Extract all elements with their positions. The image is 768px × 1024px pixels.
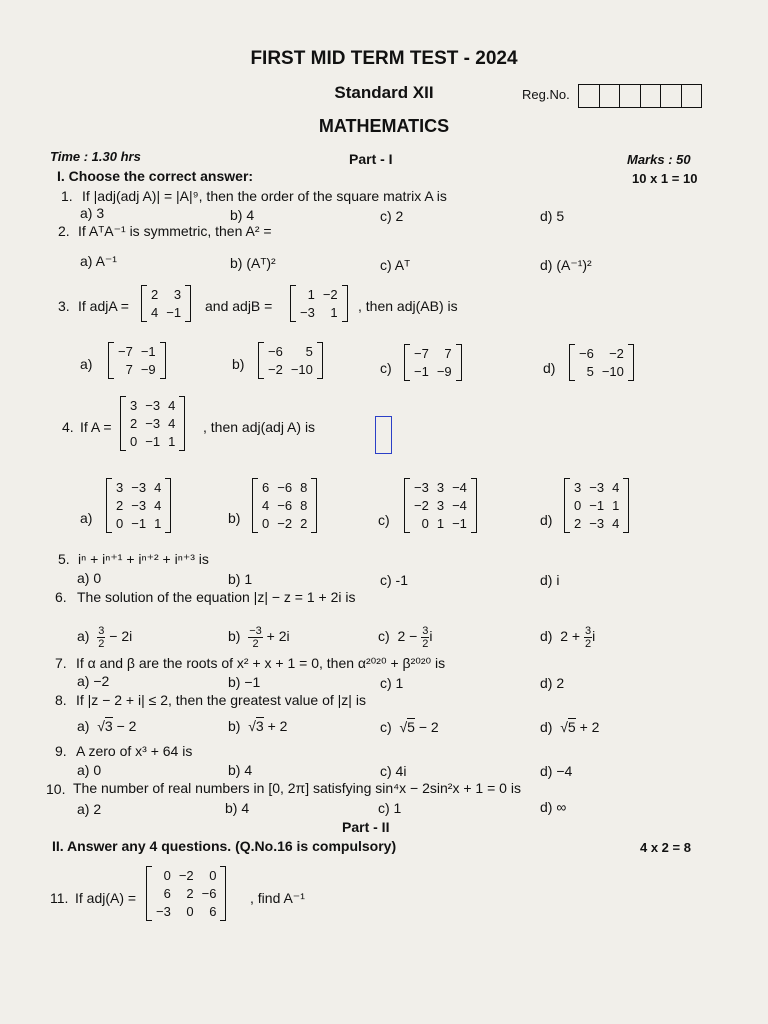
- q7-option-a: a) −2: [77, 673, 110, 689]
- q3-label-c: c): [380, 360, 392, 376]
- q3-option-c-brackets: [404, 344, 462, 381]
- question-2-number: 2.: [58, 223, 70, 239]
- matrix-cell: −3: [589, 516, 605, 531]
- right-bracket: [342, 285, 348, 322]
- matrix-cell: −3: [589, 480, 605, 495]
- matrix-cell: 2: [186, 886, 194, 901]
- matrix-cells: [114, 342, 160, 379]
- q8-label-a: a): [77, 718, 90, 734]
- matrix-cell: 0: [163, 868, 171, 883]
- q4-matrix-A-brackets: [120, 396, 185, 451]
- right-bracket: [471, 478, 477, 533]
- matrix-cell: −1: [414, 364, 429, 379]
- q6-label-a: a): [77, 628, 90, 645]
- q10-option-c: c) 1: [378, 800, 402, 816]
- right-bracket: [623, 478, 629, 533]
- right-bracket: [311, 478, 317, 533]
- q4-option-d-brackets: [564, 478, 629, 533]
- question-1-number: 1.: [61, 188, 73, 204]
- q7-option-d: d) 2: [540, 675, 565, 691]
- matrix-cell: 4: [151, 305, 159, 320]
- q1-option-c: c) 2: [380, 208, 404, 224]
- q10-option-b: b) 4: [225, 800, 250, 816]
- question-5-text: iⁿ + iⁿ⁺¹ + iⁿ⁺² + iⁿ⁺³ is: [78, 551, 209, 567]
- matrix-cell: −1: [589, 498, 605, 513]
- right-bracket: [165, 478, 171, 533]
- q8-a-radicand: 3: [104, 718, 113, 734]
- right-bracket: [628, 344, 634, 381]
- matrix-cells: [147, 285, 185, 322]
- right-bracket: [317, 342, 323, 379]
- q4-label-d: d): [540, 512, 553, 528]
- matrix-cell: 0: [130, 434, 138, 449]
- subject-title: MATHEMATICS: [318, 116, 450, 136]
- q7-option-b: b) −1: [228, 674, 261, 690]
- q5-option-b: b) 1: [228, 571, 253, 587]
- q8-option-d: d) √5 + 2: [540, 719, 600, 735]
- q2-option-b: b) (Aᵀ)²: [230, 255, 276, 271]
- question-8-text: If |z − 2 + i| ≤ 2, then the greatest value of |z| is: [76, 692, 366, 708]
- highlight-box: [375, 416, 392, 454]
- q6-d-den: 2: [584, 638, 592, 650]
- q4-option-a-brackets: [106, 478, 171, 533]
- matrix-cells: [112, 478, 165, 533]
- q8-label-b: b): [228, 718, 241, 734]
- matrix-cell: −1: [166, 305, 182, 320]
- matrix-cell: 4: [154, 480, 162, 495]
- matrix-cell: 3: [116, 480, 124, 495]
- q6-option-b: [228, 625, 290, 650]
- q3-matrix-adjA: [141, 285, 191, 322]
- matrix-cell: −1: [452, 516, 467, 531]
- question-5-number: 5.: [58, 551, 70, 567]
- matrix-cell: 0: [116, 516, 124, 531]
- q6-label-d: d): [540, 628, 553, 645]
- q4-option-b-brackets: [252, 478, 317, 533]
- question-1-text: If |adj(adj A)| = |A|⁹, then the order of the square matrix A is: [82, 188, 447, 204]
- q4-option-c: [404, 478, 477, 533]
- q4-matrix-A: [120, 396, 185, 451]
- q10-option-a: a) 2: [77, 801, 102, 817]
- matrix-cell: −3: [131, 498, 147, 513]
- q6-a-num: 3: [98, 625, 105, 637]
- right-bracket: [160, 342, 166, 379]
- matrix-cells: [570, 478, 623, 533]
- q3-option-d: [569, 344, 634, 381]
- part2-heading: II. Answer any 4 questions. (Q.No.16 is compulsory): [52, 838, 397, 854]
- q6-a-fraction: [97, 625, 105, 650]
- q11-pre: If adj(A) =: [75, 890, 137, 906]
- q8-label-d: d): [540, 719, 553, 735]
- matrix-cells: [258, 478, 311, 533]
- q11-matrix-brackets: [146, 866, 226, 921]
- matrix-cell: −3: [414, 480, 429, 495]
- matrix-cell: 6: [163, 886, 171, 901]
- matrix-cell: −4: [452, 498, 467, 513]
- matrix-cell: −7: [118, 344, 133, 359]
- matrix-cell: −2: [414, 498, 429, 513]
- q3-option-a-brackets: [108, 342, 166, 379]
- matrix-cell: 1: [168, 434, 176, 449]
- q3-matrix-adjB: [290, 285, 348, 322]
- question-6-text: The solution of the equation |z| − z = 1 + 2i is: [77, 589, 356, 605]
- part1-label: Part - I: [349, 151, 393, 167]
- q6-b-fraction: [248, 625, 263, 650]
- q3-option-b: [258, 342, 323, 379]
- question-9-number: 9.: [55, 743, 67, 759]
- matrix-cells: [264, 342, 317, 379]
- q8-option-a: a) √3 − 2: [77, 718, 137, 734]
- q8-option-c: c) √5 − 2: [380, 719, 439, 735]
- matrix-cell: −4: [452, 480, 467, 495]
- matrix-cell: 3: [436, 480, 445, 495]
- matrix-cell: 2: [300, 516, 308, 531]
- q4-label-c: c): [378, 512, 390, 528]
- matrix-cell: −2: [277, 516, 293, 531]
- matrix-cell: 4: [168, 398, 176, 413]
- matrix-cell: 4: [168, 416, 176, 431]
- matrix-cell: 0: [574, 498, 582, 513]
- question-2-text: If AᵀA⁻¹ is symmetric, then A² =: [78, 223, 272, 239]
- reg-no-label: Reg.No.: [522, 87, 570, 102]
- q8-c-radicand: 5: [407, 719, 415, 735]
- q2-option-d: d) (A⁻¹)²: [540, 257, 592, 273]
- matrix-cell: 4: [612, 480, 620, 495]
- question-6-number: 6.: [55, 589, 67, 605]
- matrix-cell: −3: [145, 398, 161, 413]
- matrix-cell: 0: [186, 904, 194, 919]
- matrix-cells: [575, 344, 628, 381]
- matrix-cell: −1: [131, 516, 147, 531]
- matrix-cell: 8: [300, 480, 308, 495]
- q4-label-a: a): [80, 510, 93, 526]
- matrix-cell: 7: [444, 346, 452, 361]
- q3-option-d-brackets: [569, 344, 634, 381]
- q6-b-num: −3: [249, 625, 262, 637]
- matrix-cell: 2: [574, 516, 582, 531]
- matrix-cell: −10: [601, 364, 624, 379]
- q3-post: , then adj(AB) is: [358, 298, 458, 314]
- q4-pre: If A =: [80, 419, 112, 435]
- q10-option-d: d) ∞: [540, 799, 567, 815]
- matrix-cell: 1: [436, 516, 445, 531]
- q9-option-a: a) 0: [77, 762, 102, 778]
- q1-option-b: b) 4: [230, 207, 255, 223]
- matrix-cell: 0: [209, 868, 217, 883]
- q11-matrix: [146, 866, 226, 921]
- matrix-cell: 6: [262, 480, 270, 495]
- matrix-cell: 2: [116, 498, 124, 513]
- question-4-number: 4.: [62, 419, 74, 435]
- q6-option-c: [378, 625, 432, 650]
- standard-label: Standard XII: [334, 83, 434, 102]
- question-10-text: The number of real numbers in [0, 2π] satisfying sin⁴x − 2sin²x + 1 = 0 is: [73, 780, 521, 796]
- matrix-cell: −1: [145, 434, 161, 449]
- q1-option-a: a) 3: [80, 205, 105, 221]
- q4-label-b: b): [228, 510, 241, 526]
- question-7-number: 7.: [55, 655, 67, 671]
- matrix-cell: 2: [151, 287, 159, 302]
- matrix-cell: −9: [436, 364, 452, 379]
- q8-label-c: c): [380, 719, 392, 735]
- q6-c-post: i: [429, 628, 433, 645]
- q3-label-b: b): [232, 356, 245, 372]
- matrix-cell: 5: [586, 364, 594, 379]
- matrix-cell: −6: [579, 346, 594, 361]
- part2-label: Part - II: [342, 819, 390, 835]
- matrix-cell: −2: [268, 362, 283, 377]
- q8-b-radicand: 3: [255, 718, 264, 734]
- q3-option-b-brackets: [258, 342, 323, 379]
- q6-option-a: [77, 625, 132, 650]
- q6-b-den: 2: [252, 638, 259, 650]
- matrix-cell: 3: [574, 480, 582, 495]
- q6-a-post: − 2i: [109, 628, 133, 645]
- right-bracket: [179, 396, 185, 451]
- q6-b-post: + 2i: [266, 628, 290, 645]
- q6-c-num: 3: [422, 625, 429, 637]
- matrix-cell: 1: [154, 516, 162, 531]
- q11-post: , find A⁻¹: [250, 890, 305, 906]
- question-7-text: If α and β are the roots of x² + x + 1 = 0, then α²⁰²⁰ + β²⁰²⁰ is: [76, 655, 446, 671]
- matrix-cell: −9: [140, 362, 156, 377]
- exam-title: FIRST MID TERM TEST - 2024: [250, 48, 518, 69]
- q3-matrix-adjB-brackets: [290, 285, 348, 322]
- matrix-cell: −2: [178, 868, 194, 883]
- section1-heading: I. Choose the correct answer:: [57, 168, 254, 184]
- q3-option-a: [108, 342, 166, 379]
- q8-b-post: + 2: [263, 718, 288, 734]
- q4-option-d: [564, 478, 629, 533]
- time-label: Time : 1.30 hrs: [50, 149, 141, 164]
- q5-option-a: a) 0: [77, 570, 102, 586]
- matrix-cell: 0: [262, 516, 270, 531]
- q5-option-c: c) -1: [380, 572, 408, 588]
- matrix-cell: −3: [300, 305, 315, 320]
- matrix-cell: 8: [300, 498, 308, 513]
- q9-option-b: b) 4: [228, 762, 253, 778]
- matrix-cell: 0: [421, 516, 429, 531]
- q7-option-c: c) 1: [380, 675, 404, 691]
- right-bracket: [456, 344, 462, 381]
- q6-d-num: 3: [584, 625, 592, 637]
- matrix-cell: −6: [268, 344, 283, 359]
- q1-option-d: d) 5: [540, 208, 565, 224]
- question-8-number: 8.: [55, 692, 67, 708]
- matrix-cell: 1: [330, 305, 338, 320]
- q6-c-den: 2: [422, 638, 429, 650]
- q6-a-den: 2: [98, 638, 105, 650]
- matrix-cell: 1: [307, 287, 315, 302]
- q6-label-b: b): [228, 628, 241, 645]
- q3-matrix-adjA-brackets: [141, 285, 191, 322]
- matrix-cells: [126, 396, 179, 451]
- matrix-cells: [296, 285, 342, 322]
- question-11-number: 11.: [50, 890, 69, 906]
- matrix-cell: 5: [305, 344, 313, 359]
- q8-option-b: b) √3 + 2: [228, 718, 288, 734]
- matrix-cell: 4: [154, 498, 162, 513]
- part2-marks: 4 x 2 = 8: [640, 840, 691, 855]
- q6-d-fraction: [584, 625, 592, 650]
- question-10-number: 10.: [46, 781, 66, 797]
- matrix-cell: −3: [156, 904, 171, 919]
- q6-option-d: [540, 625, 595, 650]
- q9-option-d: d) −4: [540, 763, 573, 779]
- matrix-cells: [410, 344, 456, 381]
- q4-post: , then adj(adj A) is: [203, 419, 316, 435]
- q8-c-post: − 2: [414, 719, 439, 735]
- matrix-cell: −2: [322, 287, 338, 302]
- q3-option-c: [404, 344, 462, 381]
- matrix-cell: 3: [130, 398, 138, 413]
- q4-option-c-brackets: [404, 478, 477, 533]
- matrix-cell: 2: [130, 416, 138, 431]
- question-3-number: 3.: [58, 298, 70, 314]
- q2-option-a: a) A⁻¹: [80, 253, 117, 269]
- marks-label: Marks : 50: [627, 152, 691, 167]
- reg-no-boxes: [578, 84, 702, 108]
- matrix-cell: −6: [277, 480, 293, 495]
- q6-c-pre: 2 −: [397, 628, 418, 645]
- right-bracket: [185, 285, 191, 322]
- q8-d-radicand: 5: [567, 719, 576, 735]
- q6-label-c: c): [378, 628, 390, 645]
- matrix-cell: 1: [612, 498, 620, 513]
- matrix-cell: −6: [201, 886, 217, 901]
- right-bracket: [220, 866, 226, 921]
- question-9-text: A zero of x³ + 64 is: [76, 743, 193, 759]
- q9-option-c: c) 4i: [380, 763, 407, 779]
- matrix-cell: 3: [173, 287, 182, 302]
- q6-d-post: i: [592, 628, 596, 645]
- matrix-cell: −6: [277, 498, 293, 513]
- matrix-cell: −2: [609, 346, 624, 361]
- matrix-cells: [152, 866, 220, 921]
- matrix-cell: 7: [125, 362, 133, 377]
- q5-option-d: d) i: [540, 572, 560, 588]
- q4-option-b: [252, 478, 317, 533]
- matrix-cells: [410, 478, 471, 533]
- q6-d-pre: 2 +: [560, 628, 581, 645]
- q3-mid: and adjB =: [205, 298, 273, 314]
- part1-marks: 10 x 1 = 10: [632, 171, 698, 186]
- matrix-cell: 4: [262, 498, 270, 513]
- q3-label-d: d): [543, 360, 556, 376]
- matrix-cell: −1: [140, 344, 156, 359]
- matrix-cell: −3: [131, 480, 147, 495]
- q2-option-c: c) Aᵀ: [380, 257, 411, 273]
- matrix-cell: −10: [290, 362, 313, 377]
- q8-d-post: + 2: [575, 719, 600, 735]
- matrix-cell: −7: [414, 346, 429, 361]
- matrix-cell: −3: [145, 416, 161, 431]
- q3-pre: If adjA =: [78, 298, 129, 314]
- q4-option-a: [106, 478, 171, 533]
- matrix-cell: 6: [209, 904, 217, 919]
- matrix-cell: 3: [436, 498, 445, 513]
- matrix-cell: 4: [612, 516, 620, 531]
- q8-a-post: − 2: [112, 718, 137, 734]
- q3-label-a: a): [80, 356, 93, 372]
